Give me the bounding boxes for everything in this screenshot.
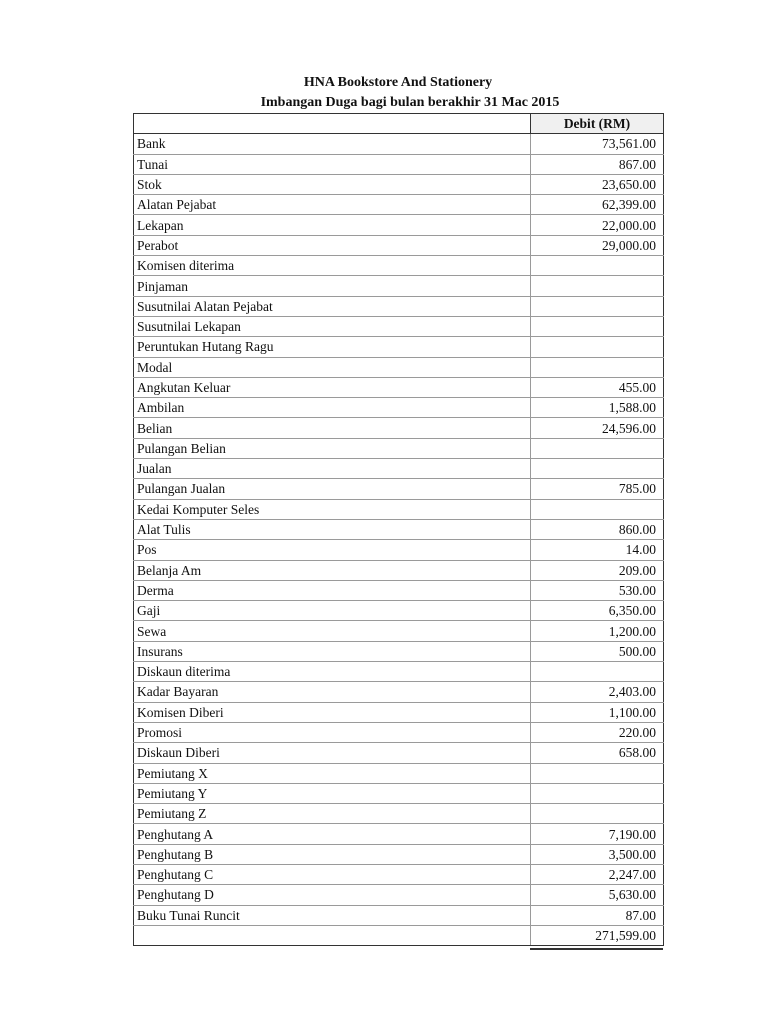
debit-amount-cell: 2,403.00 <box>531 682 664 702</box>
table-row <box>134 398 664 418</box>
table-row <box>134 844 664 864</box>
table-row <box>134 215 664 235</box>
table-row <box>134 154 664 174</box>
account-name-cell: Modal <box>134 357 531 377</box>
debit-amount-cell: 14.00 <box>531 540 664 560</box>
debit-amount-cell: 3,500.00 <box>531 844 664 864</box>
account-name-cell: Alat Tulis <box>134 519 531 539</box>
account-name-cell: Diskaun Diberi <box>134 743 531 763</box>
debit-amount-cell: 62,399.00 <box>531 195 664 215</box>
debit-amount-cell <box>531 256 664 276</box>
table-row <box>134 864 664 884</box>
account-name-cell: Pemiutang Z <box>134 804 531 824</box>
debit-amount-cell <box>531 783 664 803</box>
table-row <box>134 905 664 925</box>
debit-amount-cell <box>531 337 664 357</box>
table-row <box>134 621 664 641</box>
table-row <box>134 377 664 397</box>
table-row <box>134 783 664 803</box>
debit-amount-cell <box>531 316 664 336</box>
debit-amount-cell <box>531 459 664 479</box>
debit-amount-cell: 23,650.00 <box>531 174 664 194</box>
total-label-cell <box>134 925 531 945</box>
table-row <box>134 885 664 905</box>
debit-amount-cell: 455.00 <box>531 377 664 397</box>
account-name-cell: Belanja Am <box>134 560 531 580</box>
debit-amount-cell: 1,100.00 <box>531 702 664 722</box>
table-row <box>134 296 664 316</box>
account-name-cell: Penghutang B <box>134 844 531 864</box>
table-row <box>134 479 664 499</box>
table-body <box>134 134 664 946</box>
total-row <box>134 925 664 945</box>
account-name-cell: Pos <box>134 540 531 560</box>
debit-amount-cell: 658.00 <box>531 743 664 763</box>
account-name-cell: Lekapan <box>134 215 531 235</box>
table-row <box>134 824 664 844</box>
debit-amount-cell: 7,190.00 <box>531 824 664 844</box>
table-row <box>134 519 664 539</box>
table-row <box>134 195 664 215</box>
account-name-cell: Bank <box>134 134 531 154</box>
total-amount-cell: 271,599.00 <box>531 925 664 945</box>
account-name-cell: Penghutang C <box>134 864 531 884</box>
table-row <box>134 702 664 722</box>
table-row <box>134 662 664 682</box>
debit-amount-cell <box>531 804 664 824</box>
account-name-cell: Peruntukan Hutang Ragu <box>134 337 531 357</box>
account-name-cell: Penghutang D <box>134 885 531 905</box>
table-row <box>134 174 664 194</box>
debit-amount-cell <box>531 438 664 458</box>
table-row <box>134 438 664 458</box>
account-column-header <box>134 114 531 134</box>
account-name-cell: Pinjaman <box>134 276 531 296</box>
table-row <box>134 580 664 600</box>
table-row <box>134 459 664 479</box>
account-name-cell: Sewa <box>134 621 531 641</box>
debit-amount-cell: 785.00 <box>531 479 664 499</box>
account-name-cell: Diskaun diterima <box>134 662 531 682</box>
table-header-row <box>134 114 664 134</box>
account-name-cell: Perabot <box>134 235 531 255</box>
account-name-cell: Belian <box>134 418 531 438</box>
debit-amount-cell: 860.00 <box>531 519 664 539</box>
account-name-cell: Komisen diterima <box>134 256 531 276</box>
debit-amount-cell: 1,588.00 <box>531 398 664 418</box>
table-row <box>134 560 664 580</box>
debit-amount-cell: 530.00 <box>531 580 664 600</box>
debit-amount-cell: 500.00 <box>531 641 664 661</box>
table-row <box>134 418 664 438</box>
debit-amount-cell: 220.00 <box>531 722 664 742</box>
table-row <box>134 276 664 296</box>
debit-amount-cell: 73,561.00 <box>531 134 664 154</box>
debit-amount-cell: 29,000.00 <box>531 235 664 255</box>
table-row <box>134 256 664 276</box>
table-row <box>134 357 664 377</box>
title-block <box>133 73 663 113</box>
debit-amount-cell <box>531 662 664 682</box>
account-name-cell: Buku Tunai Runcit <box>134 905 531 925</box>
table-row <box>134 134 664 154</box>
account-name-cell: Susutnilai Alatan Pejabat <box>134 296 531 316</box>
account-name-cell: Alatan Pejabat <box>134 195 531 215</box>
debit-column-header: Debit (RM) <box>531 114 664 134</box>
total-double-underline <box>530 948 663 950</box>
account-name-cell: Promosi <box>134 722 531 742</box>
debit-amount-cell: 5,630.00 <box>531 885 664 905</box>
account-name-cell: Gaji <box>134 601 531 621</box>
table-row <box>134 743 664 763</box>
debit-amount-cell: 22,000.00 <box>531 215 664 235</box>
debit-amount-cell: 867.00 <box>531 154 664 174</box>
account-name-cell: Susutnilai Lekapan <box>134 316 531 336</box>
account-name-cell: Insurans <box>134 641 531 661</box>
debit-amount-cell: 6,350.00 <box>531 601 664 621</box>
account-name-cell: Stok <box>134 174 531 194</box>
account-name-cell: Angkutan Keluar <box>134 377 531 397</box>
account-name-cell: Komisen Diberi <box>134 702 531 722</box>
table-row <box>134 235 664 255</box>
account-name-cell: Pulangan Jualan <box>134 479 531 499</box>
debit-amount-cell <box>531 357 664 377</box>
table-row <box>134 316 664 336</box>
debit-amount-cell: 209.00 <box>531 560 664 580</box>
account-name-cell: Kadar Bayaran <box>134 682 531 702</box>
debit-amount-cell: 1,200.00 <box>531 621 664 641</box>
account-name-cell: Pemiutang X <box>134 763 531 783</box>
debit-amount-cell: 87.00 <box>531 905 664 925</box>
debit-amount-cell <box>531 763 664 783</box>
account-name-cell: Penghutang A <box>134 824 531 844</box>
table-row <box>134 540 664 560</box>
table-row <box>134 763 664 783</box>
account-name-cell: Kedai Komputer Seles <box>134 499 531 519</box>
table-row <box>134 641 664 661</box>
account-name-cell: Ambilan <box>134 398 531 418</box>
trial-balance-table <box>133 113 664 946</box>
account-name-cell: Jualan <box>134 459 531 479</box>
debit-amount-cell <box>531 276 664 296</box>
document-title: HNA Bookstore And Stationery <box>303 75 493 90</box>
document-subtitle: Imbangan Duga bagi bulan berakhir 31 Mac 2015 <box>260 95 560 110</box>
table-row <box>134 682 664 702</box>
account-name-cell: Pulangan Belian <box>134 438 531 458</box>
account-name-cell: Tunai <box>134 154 531 174</box>
table-row <box>134 337 664 357</box>
table-row <box>134 722 664 742</box>
debit-amount-cell <box>531 296 664 316</box>
table-row <box>134 499 664 519</box>
table-row <box>134 804 664 824</box>
table-row <box>134 601 664 621</box>
account-name-cell: Pemiutang Y <box>134 783 531 803</box>
debit-amount-cell: 24,596.00 <box>531 418 664 438</box>
debit-amount-cell: 2,247.00 <box>531 864 664 884</box>
account-name-cell: Derma <box>134 580 531 600</box>
debit-amount-cell <box>531 499 664 519</box>
